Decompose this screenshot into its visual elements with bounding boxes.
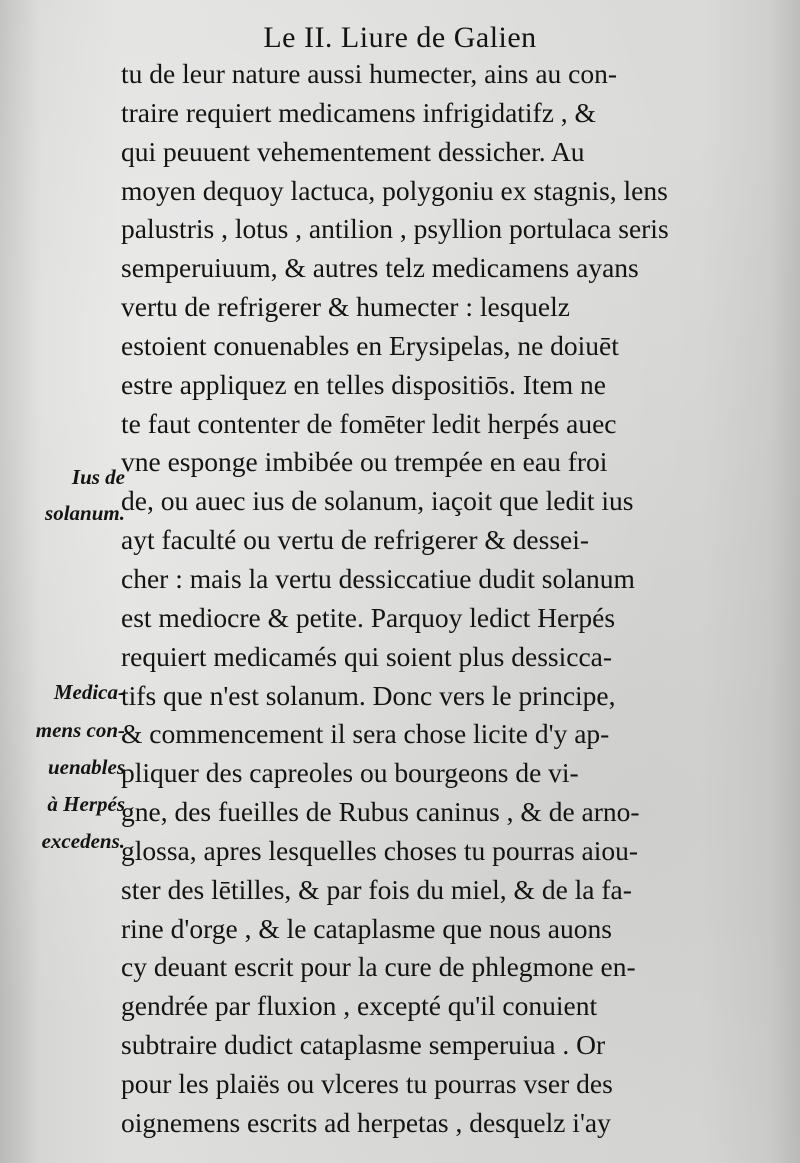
text-line: vertu de refrigerer & humecter : lesquelz: [121, 291, 570, 323]
text-line: vne esponge imbibée ou trempée en eau froi: [121, 446, 608, 478]
text-body: [121, 55, 746, 1143]
text-line: estre appliquez en telles dispositiōs. Item ne: [121, 368, 606, 400]
text-line: gne, des fueilles de Rubus caninus , & de arno-: [121, 796, 640, 828]
margin-note: excedens.: [41, 829, 125, 853]
text-line: glossa, apres lesquelles choses tu pourras aiou-: [121, 834, 639, 866]
text-line: cher : mais la vertu dessiccatiue dudit solanum: [121, 562, 635, 594]
margin-note: solanum.: [45, 501, 125, 525]
text-line: estoient conuenables en Erysipelas, ne doiuēt: [121, 329, 619, 361]
text-line: pliquer des capreoles ou bourgeons de vi-: [121, 757, 579, 789]
margin-note: Medica-: [53, 680, 125, 704]
text-line: qui peuuent vehementement dessicher. Au: [121, 135, 585, 167]
text-line: moyen dequoy lactuca, polygoniu ex stagnis, lens: [121, 174, 668, 206]
text-line: cy deuant escrit pour la cure de phlegmone en-: [121, 951, 636, 983]
text-line: te faut contenter de fomēter ledit herpés auec: [121, 407, 617, 439]
text-line: de, ou auec ius de solanum, iaçoit que ledit ius: [121, 485, 634, 517]
text-line: ayt faculté ou vertu de refrigerer & dessei-: [121, 524, 590, 556]
text-line: tifs que n'est solanum. Donc vers le principe,: [121, 679, 616, 711]
text-line: palustris , lotus , antilion , psyllion portulaca seris: [121, 213, 669, 245]
text-line: traire requiert medicamens infrigidatifz , &: [121, 96, 596, 128]
margin-note: Ius de: [71, 465, 125, 489]
text-line: & commencement il sera chose licite d'y ap-: [121, 718, 610, 750]
margin-note: uenables: [47, 755, 125, 779]
text-line: est mediocre & petite. Parquoy ledict Herpés: [121, 601, 616, 633]
margin-note: à Herpés: [47, 792, 125, 816]
text-line: ster des lētilles, & par fois du miel, & de la fa-: [121, 873, 632, 905]
text-line: rine d'orge , & le cataplasme que nous auons: [121, 912, 612, 944]
text-line: requiert medicamés qui soient plus dessicca-: [121, 640, 613, 672]
text-line: pour les plaiës ou vlceres tu pourras vser des: [121, 1067, 613, 1099]
text-line: gendrée par fluxion , excepté qu'il conuient: [121, 990, 598, 1022]
text-line: tu de leur nature aussi humecter, ains au con-: [121, 58, 618, 89]
margin-note: mens con-: [35, 718, 125, 742]
text-line: oignemens escrits ad herpetas , desquelz i'ay: [121, 1106, 611, 1138]
text-line: semperuiuum, & autres telz medicamens ayans: [121, 252, 639, 284]
running-head: Le II. Liure de Galien: [263, 21, 537, 54]
text-line: subtraire dudict cataplasme semperuiua . Or: [121, 1029, 606, 1061]
